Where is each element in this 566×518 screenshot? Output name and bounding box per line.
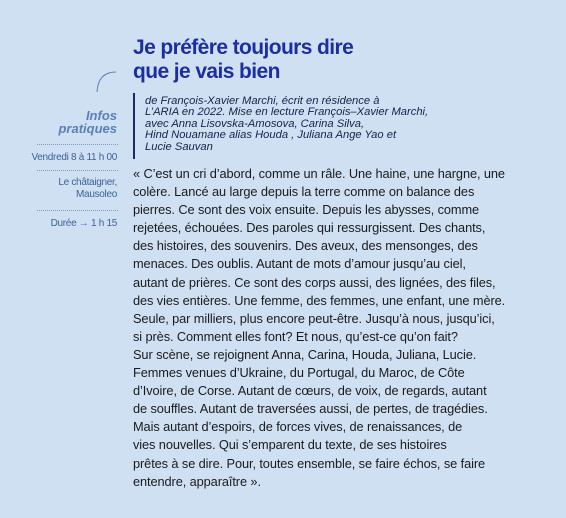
infos-duration-text: Durée → 1 h 15 — [50, 218, 117, 229]
body-line: entendre, apparaître ». — [133, 473, 261, 489]
body-line: « C’est un cri d’abord, comme un râle. Une haine, une hargne, une — [133, 166, 505, 181]
body-line: Mais autant d’espoirs, de forces vives, de renaissances, de — [133, 419, 463, 435]
infos-divider — [37, 144, 118, 146]
body-line: d’Ivoire, de Corse. Autant de cœurs, de voix, de regards, autant — [133, 383, 487, 399]
credits-line: L’ARIA en 2022. Mise en lecture François–Xavier Marchi, — [145, 106, 429, 119]
credits-rule — [133, 93, 135, 159]
body-line: des histoires, des souvenirs. Des aveux, des mensonges, des — [133, 238, 478, 254]
infos-divider — [37, 210, 118, 212]
article-title — [133, 36, 553, 84]
infos-venue — [58, 177, 117, 201]
body-line: autant de prières. Ce sont des corps aussi, des lignées, des files, — [133, 274, 496, 290]
infos-venue-line: Mausoleo — [76, 189, 117, 200]
body-line: Femmes venues d’Ukraine, du Portugal, du Maroc, de Côte — [133, 365, 465, 381]
body-line: pierres. Ce sont des voix ensuite. Depuis les abysses, comme — [133, 202, 480, 218]
title-line: Je préfère toujours dire — [133, 36, 354, 59]
credits-line: de François-Xavier Marchi, écrit en résidence à — [145, 95, 380, 107]
body-line: prêtes à se dire. Pour, toutes ensemble, se faire échos, se faire — [133, 455, 486, 471]
infos-heading-line: Infos — [85, 108, 117, 123]
article-body — [133, 165, 558, 491]
body-line: des vies entières. Une femme, des femmes, une enfant, une mère. — [133, 292, 506, 308]
infos-venue-line: Le châtaigner, — [58, 177, 117, 188]
body-line: menaces. Des oublis. Autant de mots d’amour jusqu’au ciel, — [133, 256, 466, 272]
decorative-arc — [88, 70, 118, 100]
infos-date — [31, 152, 117, 164]
infos-divider — [37, 170, 118, 172]
body-line: vies nouvelles. Qui s’emparent du texte, de ses histoires — [133, 437, 447, 453]
body-line: colère. Lancé au large depuis la terre comme on balance des — [133, 184, 475, 200]
credits-line: Lucie Sauvan — [145, 140, 213, 153]
infos-heading-line: pratiques — [58, 121, 117, 136]
infos-duration — [51, 218, 117, 230]
body-line: rejetées, échouées. Des paroles qui ressurgissent. Des chants, — [133, 220, 486, 236]
body-line: Sur scène, se rejoignent Anna, Carina, Houda, Juliana, Lucie. — [133, 346, 477, 362]
body-line: de souffles. Autant de traversées aussi, de pertes, de tragédies. — [133, 401, 488, 417]
infos-date-text: Vendredi 8 à 11 h 00 — [31, 152, 117, 163]
title-line: que je vais bien — [133, 60, 280, 83]
body-line: Seule, par milliers, plus encore peut-être. Jusqu’à nous, jusqu’ici, — [133, 310, 495, 326]
credits-block — [145, 96, 555, 153]
infos-heading — [58, 109, 117, 135]
credits-line: avec Anna Lisovska-Amosova, Carina Silva, — [145, 117, 365, 130]
body-line: si près. Comment elles font? Et nous, qu’est-ce qu’on fait? — [133, 328, 458, 344]
credits-line: Hind Nouamane alias Houda , Juliana Ange Yao et — [145, 129, 397, 142]
